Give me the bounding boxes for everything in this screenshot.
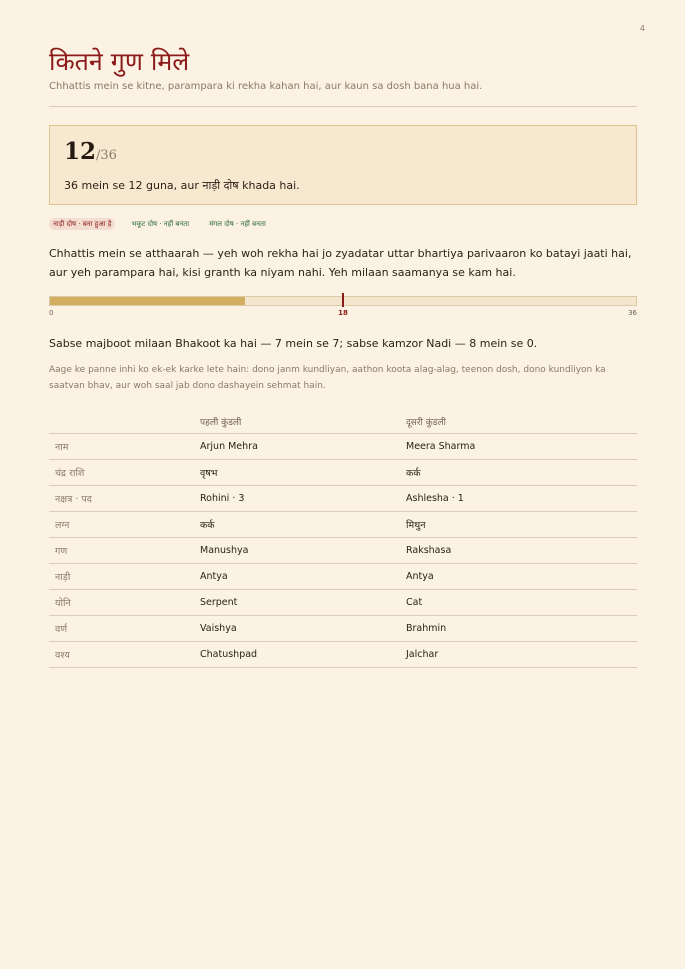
table-row: [49, 641, 637, 667]
bhakoot-dosh-badge: भकूट दोष · नहीं बनता: [131, 220, 190, 228]
second-value: Brahmin: [400, 615, 637, 641]
score-value: 12: [64, 138, 97, 165]
second-value: Ashlesha · 1: [400, 485, 637, 511]
main-content: [49, 46, 637, 668]
threshold-marker: [342, 293, 344, 307]
row-label: नाड़ी: [49, 563, 194, 589]
first-value: Serpent: [194, 589, 400, 615]
note: Aage ke panne inhi ko ek-ek karke lete hain: dono janm kundliyan, aathon koota alag-alag, teenon dosh, dono kundliyon ka saatvan bhav, aur woh saal jab dono dashayein sehmat hain.: [49, 365, 606, 391]
table-row: [49, 589, 637, 615]
nadi-dosh-badge: नाड़ी दोष · बना हुआ है: [49, 218, 115, 230]
page-number: 4: [639, 24, 645, 33]
column-header-second: दूसरी कुंडली: [400, 411, 637, 433]
row-label: योनि: [49, 589, 194, 615]
first-value: कर्क: [194, 511, 400, 537]
second-value: कर्क: [400, 459, 637, 485]
progress-max-label: 36: [628, 309, 637, 317]
row-label: चंद्र राशि: [49, 459, 194, 485]
score-card: [49, 125, 637, 205]
progress-threshold-label: 18: [338, 309, 348, 317]
row-label: वर्ण: [49, 615, 194, 641]
row-label: लग्न: [49, 511, 194, 537]
column-header-label: [49, 411, 194, 433]
table-row: [49, 485, 637, 511]
table-row: [49, 615, 637, 641]
kundli-comparison-table: [49, 411, 637, 668]
column-header-first: पहली कुंडली: [194, 411, 400, 433]
row-label: नक्षत्र · पद: [49, 485, 194, 511]
table-header-row: [49, 411, 637, 433]
score-total: /36: [96, 148, 117, 163]
second-value: Rakshasa: [400, 537, 637, 563]
first-value: Antya: [194, 563, 400, 589]
score-summary: 36 mein se 12 guna, aur नाड़ी दोष khada hai.: [64, 179, 300, 192]
first-value: Manushya: [194, 537, 400, 563]
page-subtitle: Chhattis mein se kitne, parampara ki rekha kahan hai, aur kaun sa dosh bana hua hai.: [49, 81, 483, 92]
first-value: Vaishya: [194, 615, 400, 641]
second-value: मिथुन: [400, 511, 637, 537]
row-label: नाम: [49, 433, 194, 459]
table-row: [49, 563, 637, 589]
row-label: गण: [49, 537, 194, 563]
first-value: Chatushpad: [194, 641, 400, 667]
second-value: Meera Sharma: [400, 433, 637, 459]
score-line: [64, 138, 622, 170]
second-value: Cat: [400, 589, 637, 615]
progress-min-label: 0: [49, 309, 54, 317]
table-row: [49, 433, 637, 459]
divider: [49, 106, 637, 107]
dosh-badges: [49, 218, 637, 230]
second-value: Antya: [400, 563, 637, 589]
score-progress-bar: [49, 295, 637, 307]
progress-fill: [50, 297, 245, 305]
page-title: कितने गुण मिले: [49, 47, 190, 76]
table-row: [49, 511, 637, 537]
table-row: [49, 537, 637, 563]
first-value: Arjun Mehra: [194, 433, 400, 459]
table-row: [49, 459, 637, 485]
mangal-dosh-badge: मंगल दोष · नहीं बनता: [209, 220, 266, 228]
threshold-paragraph: Chhattis mein se atthaarah — yeh woh rekha hai jo zyadatar uttar bhartiya parivaaron ko batayi jaati hai, aur yeh parampara hai, kisi granth ka niyam nahi. Yeh milaan saamanya se kam hai.: [49, 247, 632, 279]
strength-line: Sabse majboot milaan Bhakoot ka hai — 7 mein se 7; sabse kamzor Nadi — 8 mein se 0.: [49, 337, 538, 350]
row-label: वश्य: [49, 641, 194, 667]
progress-labels: [49, 309, 637, 321]
first-value: वृषभ: [194, 459, 400, 485]
second-value: Jalchar: [400, 641, 637, 667]
first-value: Rohini · 3: [194, 485, 400, 511]
